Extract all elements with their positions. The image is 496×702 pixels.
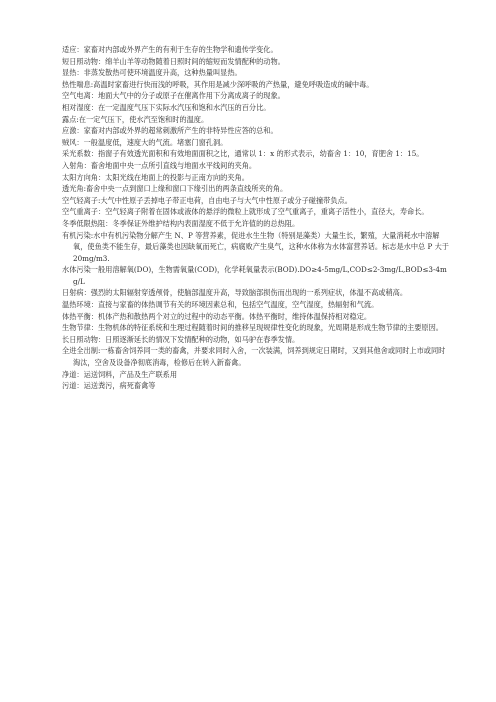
- glossary-entry-winter-thermal-resistance: 冬季低限热阻：冬季保证外维护结构内表面湿度不低于允许值的的总热阻。: [62, 218, 300, 228]
- glossary-entry-long-day-animal: 长日照动物：日照逐渐延长的情况下发情配种的动物，如马驴在春季发情。: [62, 334, 300, 344]
- glossary-entry-relative-humidity: 相对湿度：在一定温度气压下实际水汽压和饱和水汽压的百分比。: [62, 102, 271, 112]
- glossary-entry-air-ionization: 空气电离：地面大气中的分子或原子在催离作用下分离成离子的现象。: [62, 91, 285, 101]
- glossary-entry-sensible-heat: 显热：非蒸发散热可使环境温度升高，这种热量叫显热。: [62, 68, 242, 78]
- glossary-entry-thermal-panting: 热性喘息:高温时家畜进行快而浅的呼吸，其作用是减少深呼吸的产热量，避免呼吸造成的碱中毒。: [62, 79, 374, 89]
- glossary-entry-incidence-angle: 入射角：畜舍地面中央一点所引直线与地面水平线间的夹角。: [62, 160, 257, 170]
- glossary-entry-light-ions: 空气轻离子:大气中性原子丢掉电子带正电荷，自由电子与大气中性原子或分子碰撞带负点。: [62, 195, 352, 205]
- glossary-entry-dirty-road: 污道：运送粪污，病死畜禽等: [62, 381, 156, 391]
- glossary-entry-short-day-animal: 短日照动物：绵羊山羊等动物随着日照时间的缩短而发情配种的动物。: [62, 56, 285, 66]
- glossary-entry-solar-azimuth: 太阳方向角：太阳光线在地面上的投影与正南方向的夹角。: [62, 172, 249, 182]
- glossary-entry-adaptation: 适应：家畜对内部或外界产生的有利于生存的生物学和遗传学变化。: [62, 45, 278, 54]
- glossary-list: [62, 44, 450, 392]
- glossary-entry-draft: 贼风：一般温度低，速度大的气流。堵塞门窗孔洞。: [62, 137, 228, 147]
- glossary-entry-biological-rhythm: 生物节律：生物机体的特征系统和生理过程随着时间的推移呈现规律性变化的现象，光周期是形成生物节律的主要原因。: [62, 323, 443, 333]
- glossary-entry-all-in-all-out: 全进全出制:一栋畜舍饲养同一类的畜禽，并要求同时入舍，一次装满，饲养到规定日期时，又到其他舍或同时上市或同时淘汰，空舍及设备净彻底消毒，检修后在转入新畜禽。: [62, 346, 446, 368]
- glossary-entry-lighting-coefficient: 采光系数：指窗子有效透光面积和有效地面面积之比，通常以 1：x 的形式表示，幼畜舍 1：10，育肥舍 1：15。: [62, 149, 424, 159]
- glossary-entry-dew-point: 露点:在一定气压下，使水汽至饱和时的温度。: [62, 114, 209, 124]
- glossary-entry-thermal-environment: 温热环境：直接与家畜的体热调节有关的环境因素总和，包括空气温度，空气湿度，热辐射和气流。: [62, 300, 379, 310]
- glossary-entry-clean-road: 净道：运送饲料，产品及生产联系用: [62, 369, 178, 379]
- glossary-entry-organic-pollution: 有机污染:水中有机污染物分解产生 N、P 等营养素，促进水生生物（特别是藻类）大量生长，繁殖，大量消耗水中溶解氧，使鱼类不能生存，最后藻类也因缺氧而死亡，病腐败产生臭气，这种水体称为水体富营养话。标志是水中总 P 大于 20mg/m3.: [62, 230, 449, 263]
- glossary-entry-stress: 应激：家畜对内部或外界的超常刺激所产生的非特异性应答的总和。: [62, 126, 278, 136]
- glossary-entry-water-pollution-indices: 水体污染一般用溶解氧(DO)，生物需氧量(COD)，化学耗氧量表示(BOD).DO≥4-5mg/L,COD≤2-3mg/L,BOD≤3-4mg/L: [62, 265, 447, 286]
- glossary-entry-heat-balance: 体热平衡：机体产热和散热两个对立的过程中的动态平衡。体热平衡时，维持体温保持相对稳定。: [62, 311, 372, 321]
- glossary-entry-sunstroke: 日射病：强烈的太阳辐射穿透颅骨，使脑部温度升高，导致脑部损伤而出现的一系列症状，体温不高或稍高。: [62, 288, 408, 298]
- glossary-entry-light-angle: 透光角:畜舍中央一点到窗口上缘和窗口下缘引出的两条直线所夹的角。: [62, 184, 288, 194]
- glossary-entry-heavy-ions: 空气重离子：空气轻离子附着在固体或液体的悬浮的微粒上就形成了空气重离子，重离子活性小，直径大，寿命长。: [62, 207, 429, 217]
